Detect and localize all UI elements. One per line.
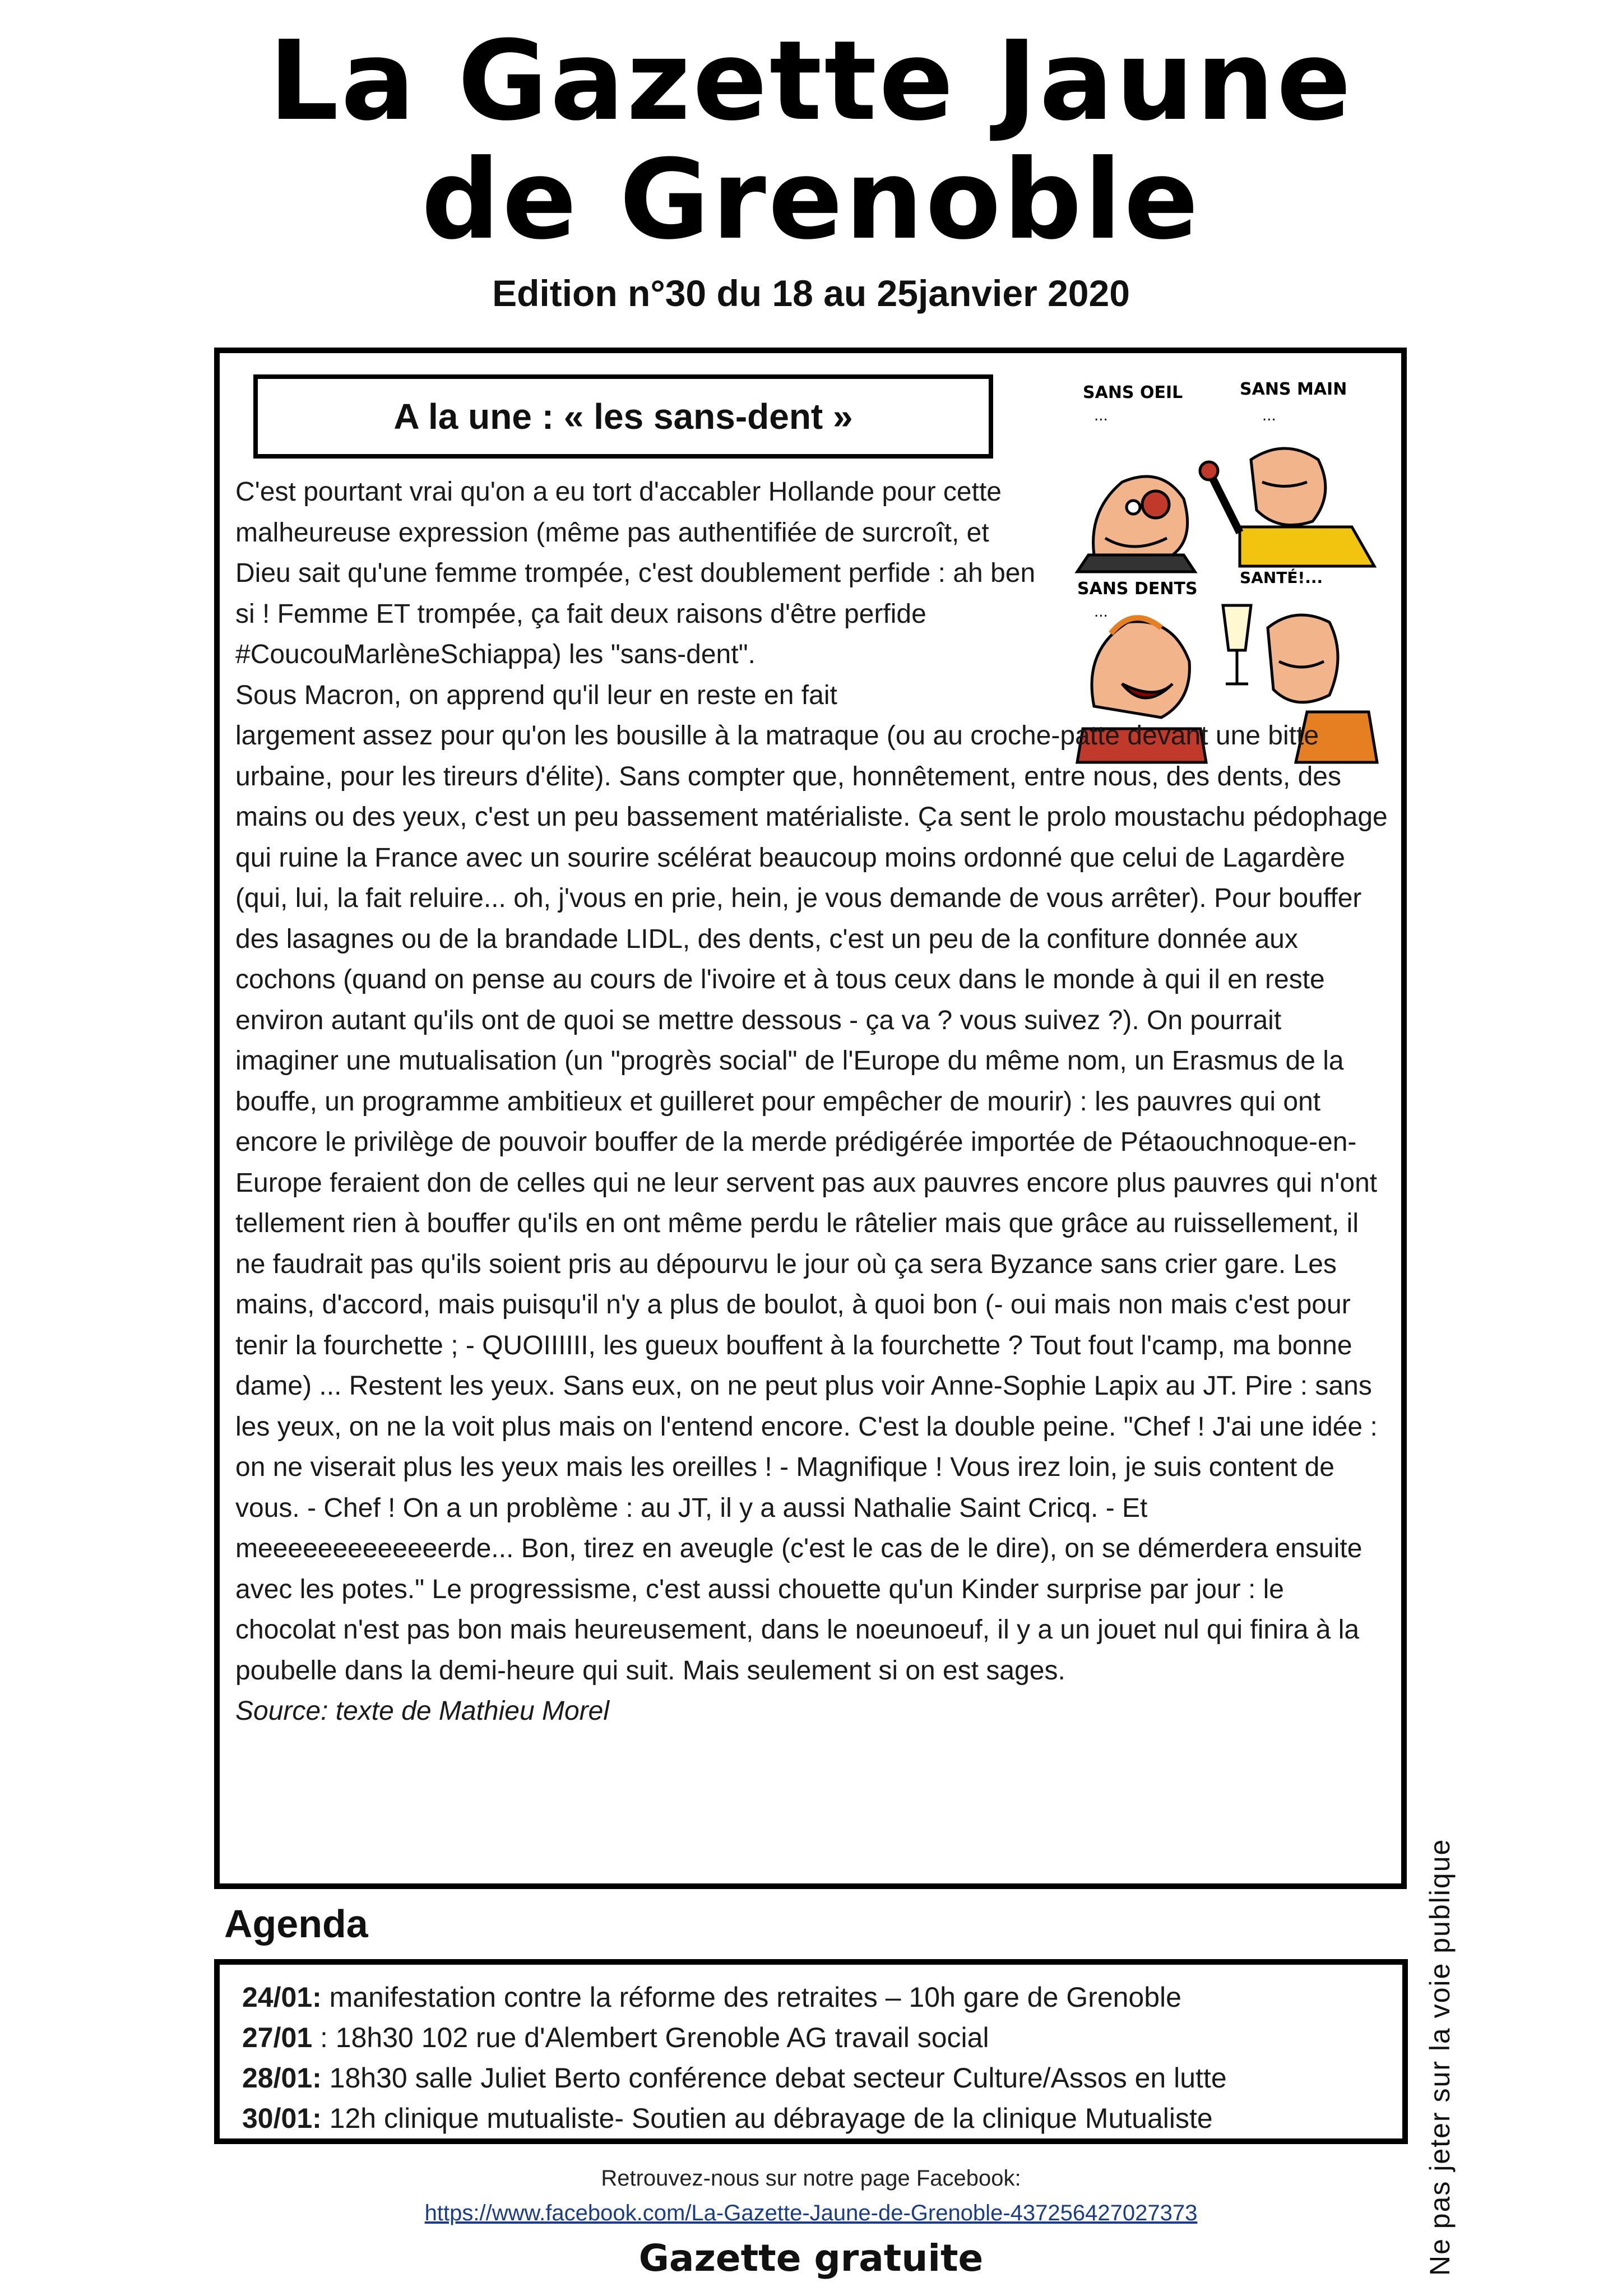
agenda-date: 30/01: <box>242 2103 322 2134</box>
masthead-title <box>0 17 1622 264</box>
article-paragraph: largement assez pour qu'on les bousille à la matraque (ou au croche-patte devant une bitte urbaine, pour les tireurs d'élite). Sans compter que, honnêtement, entre nous, des dents, des mains ou des yeux, c'est un peu bassement matérialiste. Ça sent le prolo moustachu pédophage qui ruine la France avec un sourire scélérat beaucoup moins ordonné que celui de Lagardère (qui, lui, la fait reluire... oh, j'vous en prie, hein, je vous demande de vous arrêter). Pour bouffer des lasagnes ou de la brandade LIDL, des dents, c'est un peu de la confiture donnée aux cochons (quand on pense au cours de l'ivoire et à tous ceux dans le monde à qui il en reste environ autant qu'ils ont de quoi se mettre dessous - ça va ? vous suivez ?). On pourrait imaginer une mutualisation (un "progrès social" de l'Europe du même nom, un Erasmus de la bouffe, un programme ambitieux et guilleret pour empêcher de mourir) : les pauvres qui ont encore le privilège de pouvoir bouffer de la merde prédigérée importée de Pétaouchnoque-en-Europe feraient don de celles qui ne leur servent pas aux pauvres encore plus pauvres qui n'ont tellement rien à bouffer qu'ils en ont même perdu le râtelier mais que grâce au ruissellement, il ne faudrait pas qu'ils soient pris au dépourvu le jour où ça sera Byzance sans crier gare. Les mains, d'accord, mais puisqu'il n'y a plus de boulot, à quoi bon (- oui mais non mais c'est pour tenir la fourchette ; - QUOIIIIII, les gueux bouffent à la fourchette ? Tout fout l'camp, ma bonne dame) ... Restent les yeux. Sans eux, on ne peut plus voir Anne-Sophie Lapix au JT. Pire : sans les yeux, on ne la voit plus mais on l'entend encore. C'est la double peine. "Chef ! J'ai une idée : on ne viserait plus les yeux mais les oreilles ! - Magnifique ! Vous irez loin, je suis content de vous. - Chef ! On a un problème : au JT, il y a aussi Nathalie Saint Cricq. - Et meeeeeeeeeeeeerde... Bon, tirez en aveugle (c'est le cas de le dire), on se démerdera ensuite avec les potes." Le progressisme, c'est aussi chouette qu'un Kinder surprise par jour : le chocolat n'est pas bon mais heureusement, dans le noeunoeuf, il y a un jouet nul qui finira à la poubelle dans la demi-heure qui suit. Mais seulement si on est sages. <box>235 721 1388 1686</box>
agenda-item <box>242 2098 1380 2138</box>
agenda-date: 24/01: <box>242 1982 322 2013</box>
cartoon-speech: ... <box>1094 408 1108 424</box>
facebook-label: Retrouvez-nous sur notre page Facebook: <box>601 2166 1021 2191</box>
article-body <box>235 472 1390 1732</box>
facebook-block <box>0 2161 1622 2230</box>
agenda-text: manifestation contre la réforme des retraites – 10h gare de Grenoble <box>321 1982 1181 2013</box>
facebook-link[interactable]: https://www.facebook.com/La-Gazette-Jaune-de-Grenoble-437256427027373 <box>424 2201 1198 2225</box>
free-gazette-label: Gazette gratuite <box>638 2237 984 2280</box>
cartoon-caption: SANTÉ!... <box>1240 568 1323 587</box>
cartoon-speech: ... <box>1094 604 1108 621</box>
agenda-text: 18h30 salle Juliet Berto conférence debat secteur Culture/Assos en lutte <box>321 2062 1227 2094</box>
agenda-box <box>214 1959 1408 2144</box>
agenda-date: 27/01 <box>242 2022 313 2053</box>
agenda-date: 28/01: <box>242 2062 322 2094</box>
headline: A la une : « les sans-dent » <box>253 374 993 459</box>
masthead-line-2: de Grenoble <box>421 136 1201 264</box>
side-note: Ne pas jeter sur la voie publique <box>1424 1838 1456 2276</box>
cartoon-caption: SANS DENTS <box>1077 579 1198 599</box>
masthead-line-1: La Gazette Jaune <box>268 17 1354 145</box>
article-paragraph: C'est pourtant vrai qu'on a eu tort d'accabler Hollande pour cette malheureuse expression (même pas authentifiée de surcroît, et Dieu sait qu'une femme trompée, c'est doublement perfide : ah ben si ! Femme ET trompée, ça fait deux raisons d'être perfide #CoucouMarlèneSchiappa) les "sans-dent". <box>235 477 1036 669</box>
agenda-item <box>242 2017 1380 2058</box>
agenda-text: 12h clinique mutualiste- Soutien au débrayage de la clinique Mutualiste <box>321 2103 1213 2134</box>
agenda-item <box>242 1977 1380 2017</box>
agenda-text: : 18h30 102 rue d'Alembert Grenoble AG travail social <box>312 2022 989 2053</box>
agenda-item <box>242 2058 1380 2098</box>
cartoon-caption: SANS OEIL <box>1083 383 1183 402</box>
cartoon-speech: ... <box>1262 408 1276 424</box>
cartoon-caption: SANS MAIN <box>1240 379 1347 399</box>
edition-line: Edition n°30 du 18 au 25janvier 2020 <box>492 272 1130 314</box>
article-source: Source: texte de Mathieu Morel <box>235 1696 610 1726</box>
article-paragraph: Sous Macron, on apprend qu'il leur en reste en fait <box>235 680 837 710</box>
front-page-article-box <box>214 348 1407 1889</box>
agenda-title: Agenda <box>224 1902 368 1946</box>
